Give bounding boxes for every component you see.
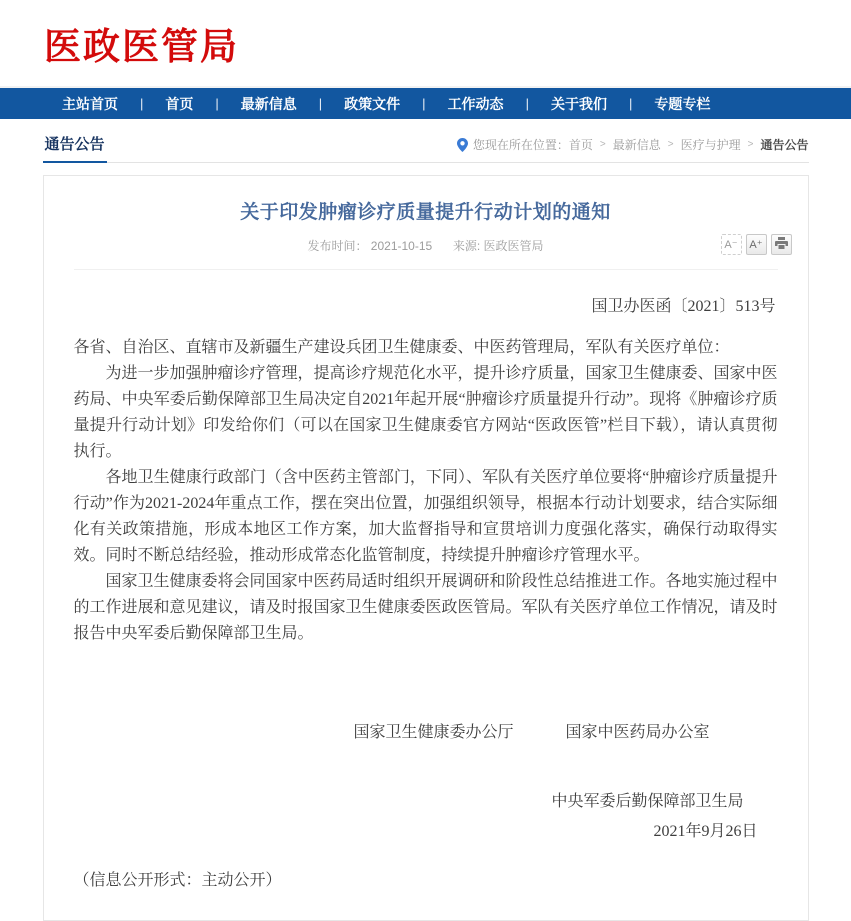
location-pin-icon (457, 138, 468, 152)
article-toolbar (721, 234, 792, 255)
breadcrumb-label: 您现在所在位置： (472, 138, 569, 152)
site-logo[interactable]: 医政医管局 (44, 26, 239, 67)
breadcrumb-item-medical-care[interactable]: 医疗与护理 (680, 138, 741, 152)
signature-org-2: 国家中医药局办公室 (565, 724, 710, 741)
document-number: 国卫办医函〔2021〕513号 (591, 298, 776, 315)
nav-item-policy-documents[interactable]: 政策文件 (344, 95, 401, 112)
nav-separator: | (525, 96, 529, 111)
nav-item-latest-news[interactable]: 最新信息 (240, 95, 297, 112)
nav-item-work-updates[interactable]: 工作动态 (447, 95, 504, 112)
article-container (43, 175, 809, 921)
paragraph: 为进一步加强肿瘤诊疗管理，提高诊疗规范化水平，提升诊疗质量，国家卫生健康委、国家中医药局、中央军委后勤保障部卫生局决定自2021年起开展“肿瘤诊疗质量提升行动”。现将《肿瘤诊疗质量提升行动计划》印发给你们（可以在国家卫生健康委官方网站“医政医管”栏目下载），请认真贯彻执行。 (73, 365, 778, 460)
nav-item-main-home[interactable]: 主站首页 (62, 95, 118, 112)
paragraph: 国家卫生健康委将会同国家中医药局适时组织开展调研和阶段性总结推进工作。各地实施过程中的工作进展和意见建议，请及时报国家卫生健康委医政医管局。军队有关医疗单位工作情况，请及时报告中央军委后勤保障部卫生局。 (73, 573, 778, 642)
breadcrumb-row (43, 129, 809, 163)
paragraph: 各地卫生健康行政部门（含中医药主管部门，下同）、军队有关医疗单位要将“肿瘤诊疗质量提升行动”作为2021-2024年重点工作，摆在突出位置，加强组织领导，根据本行动计划要求，结合实际细化有关政策措施，形成本地区工作方案，加大监督指导和宣贯培训力度强化落实，确保行动取得实效。同时不断总结经验，推动形成常态化监管制度，持续提升肿瘤诊疗管理水平。 (73, 469, 778, 564)
article-title: 关于印发肿瘤诊疗质量提升行动计划的通知 (240, 202, 611, 223)
breadcrumb (457, 136, 809, 162)
nav-separator: | (318, 96, 323, 111)
print-button[interactable] (771, 234, 792, 255)
publish-time-label: 发布时间： (307, 239, 368, 253)
disclosure-note: （信息公开形式：主动公开） (73, 872, 282, 889)
article-meta (74, 237, 778, 270)
breadcrumb-item-latest-news[interactable]: 最新信息 (612, 138, 661, 152)
signature-line-1 (74, 719, 778, 742)
nav-separator: | (422, 96, 426, 111)
publish-date: 2021-10-15 (370, 239, 433, 253)
font-increase-button[interactable]: A⁺ (746, 234, 767, 255)
breadcrumb-item-current: 通告公告 (760, 138, 809, 152)
nav-separator: | (140, 96, 144, 111)
signature-org-3: 中央军委后勤保障部卫生局 (551, 793, 744, 810)
signature-org-1: 国家卫生健康委办公厅 (353, 724, 514, 741)
printer-icon (775, 237, 788, 252)
paragraph-salutation: 各省、自治区、直辖市及新疆生产建设兵团卫生健康委、中医药管理局，军队有关医疗单位： (73, 339, 730, 356)
site-header (0, 0, 851, 88)
nav-item-special-topics[interactable]: 专题专栏 (654, 95, 711, 112)
source-value: 医政医管局 (483, 239, 544, 253)
main-nav (0, 88, 851, 119)
breadcrumb-separator: > (667, 139, 674, 150)
signature-date: 2021年9月26日 (653, 823, 758, 840)
breadcrumb-item-home[interactable]: 首页 (568, 138, 593, 152)
source-label: 来源: (452, 239, 484, 253)
breadcrumb-separator: > (747, 139, 754, 150)
font-decrease-button[interactable]: A⁻ (721, 234, 742, 255)
nav-item-about-us[interactable]: 关于我们 (550, 95, 607, 112)
nav-item-home[interactable]: 首页 (165, 95, 194, 112)
breadcrumb-separator: > (599, 139, 606, 150)
section-title-notices[interactable]: 通告公告 (43, 129, 107, 163)
nav-separator: | (215, 96, 219, 111)
article-body (74, 335, 778, 647)
nav-separator: | (628, 96, 633, 111)
signature-line-2 (74, 788, 778, 811)
